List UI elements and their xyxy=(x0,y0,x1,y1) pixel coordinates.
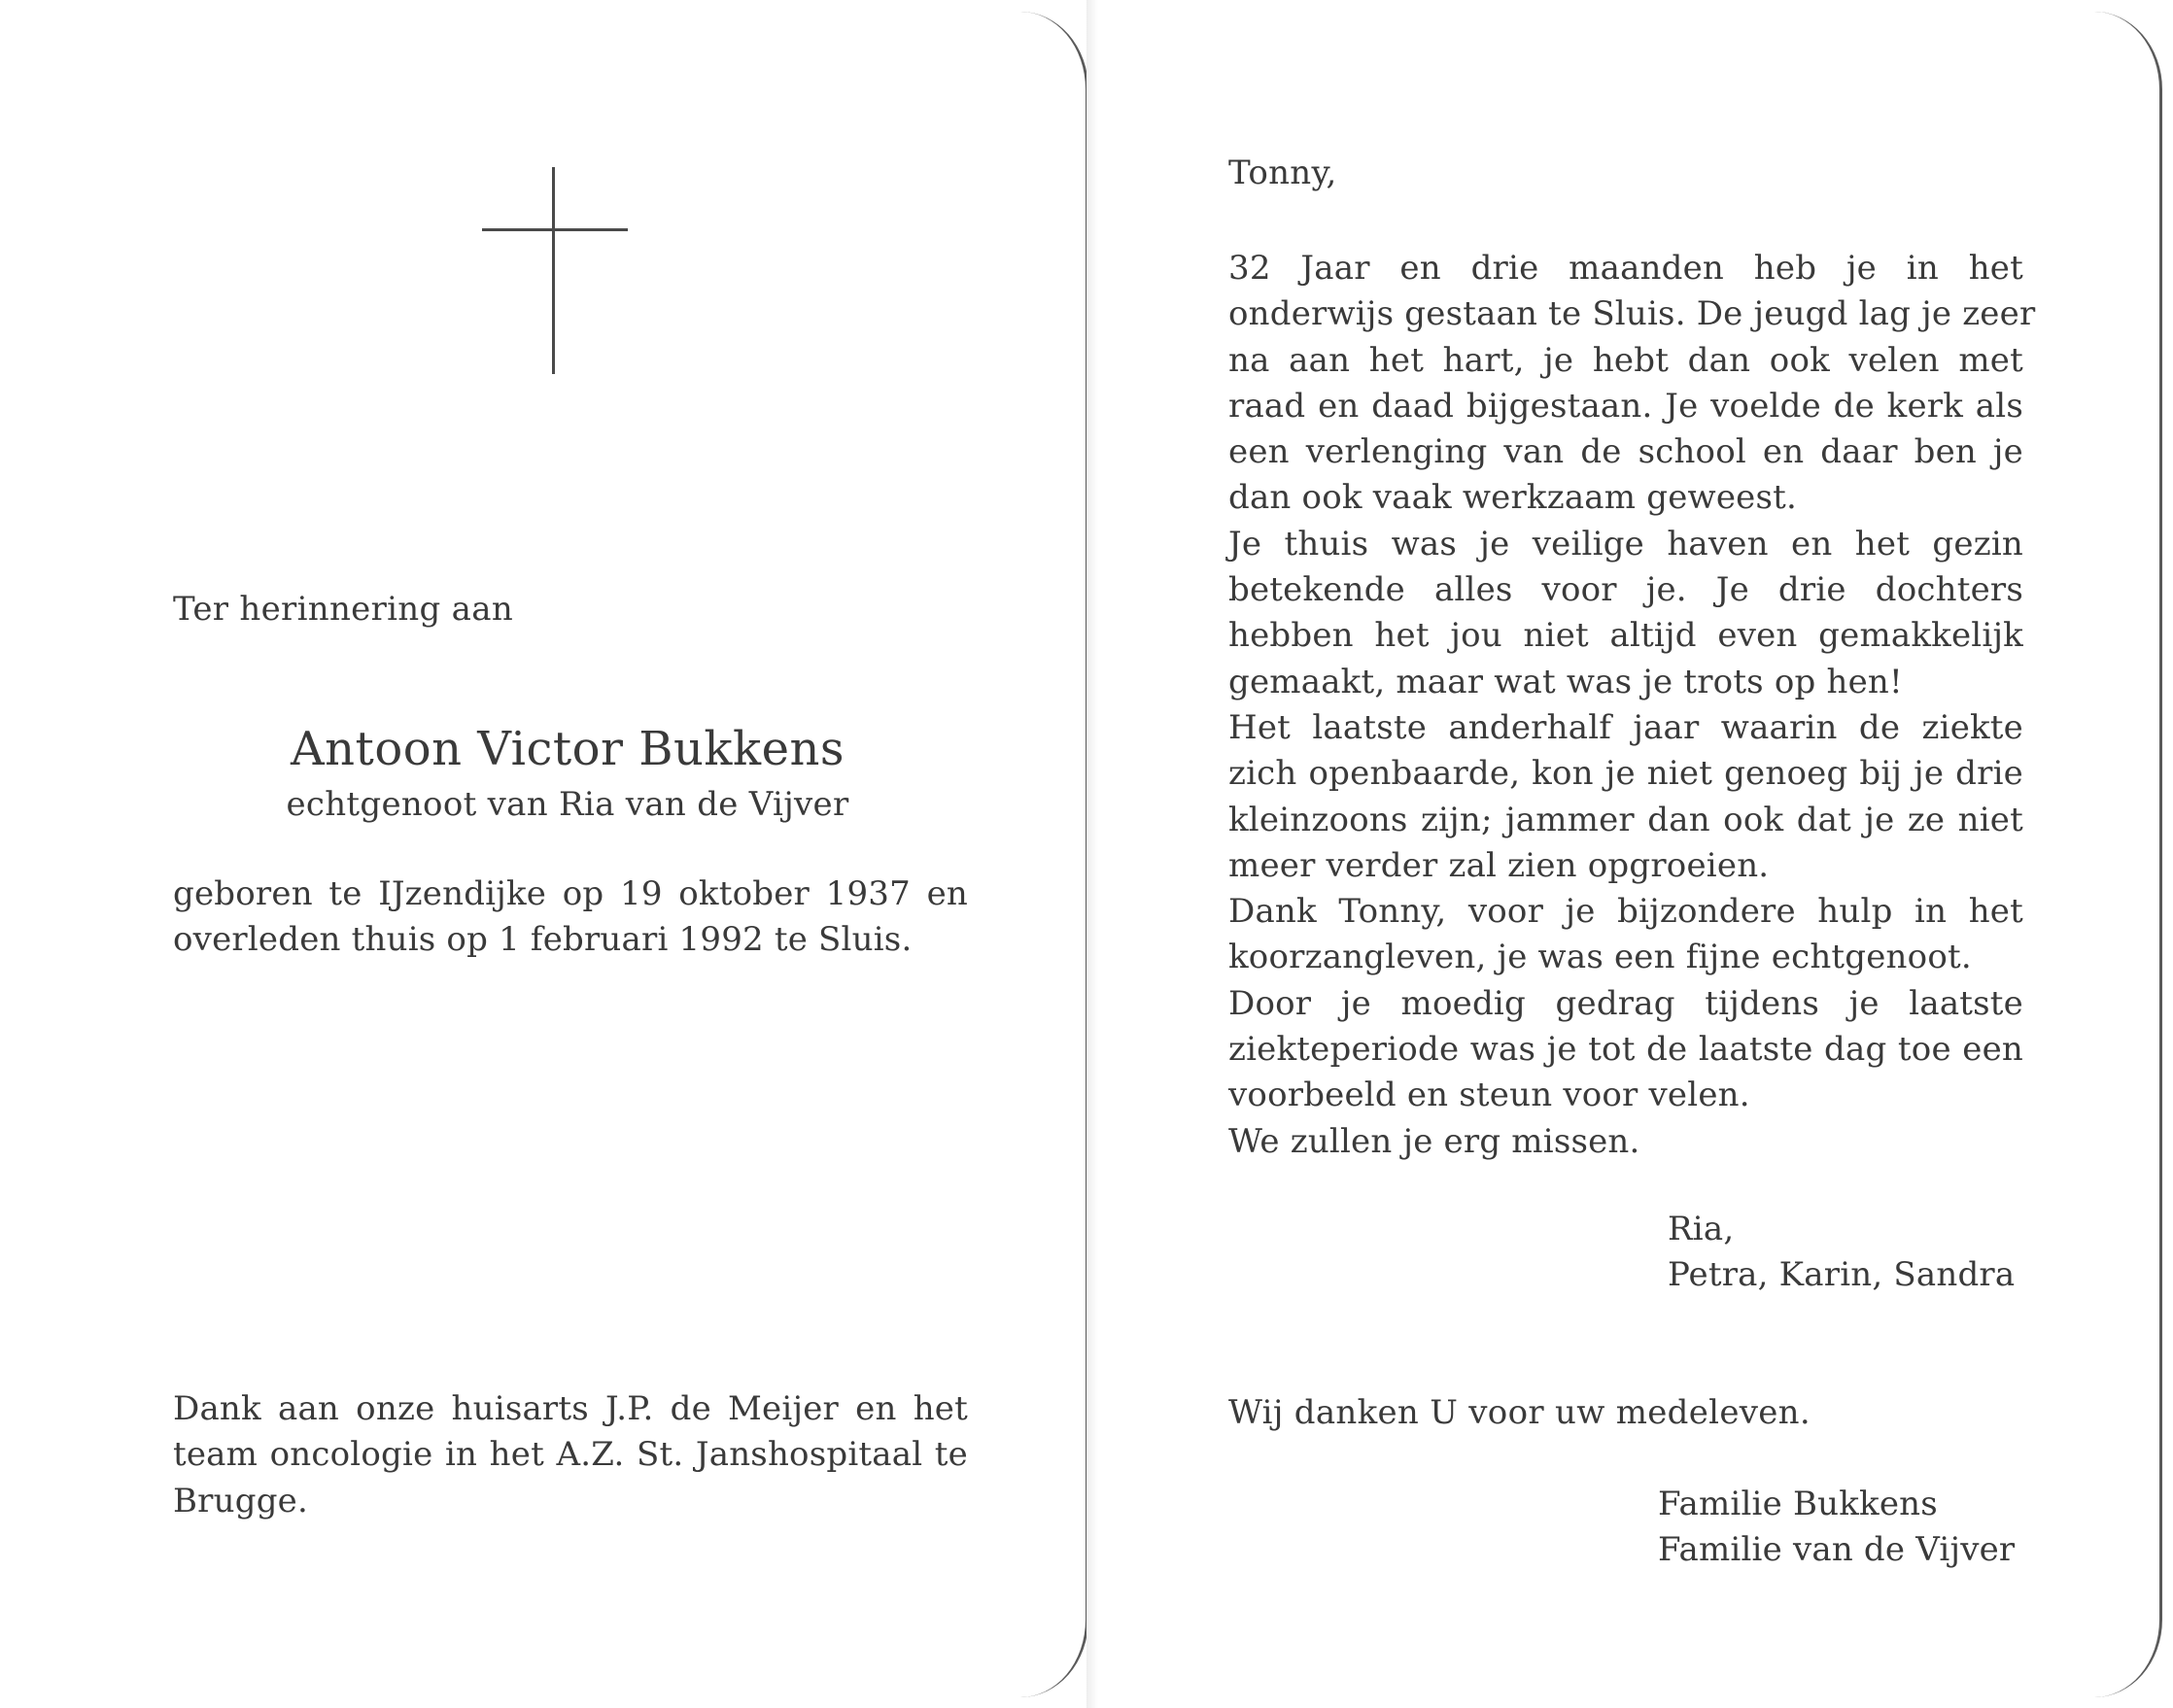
salutation: Tonny, xyxy=(1228,154,1337,192)
message-line: dan ook vaak werkzaam geweest. xyxy=(1228,478,1797,518)
message-line: kleinzoons zijn; jammer dan ook dat je ze niet xyxy=(1228,800,2023,839)
thanks-doctor xyxy=(173,1386,968,1524)
message-line: een verlenging van de school en daar ben je xyxy=(1228,432,2023,472)
family-line: Familie Bukkens xyxy=(1658,1485,1938,1523)
intro-text: Ter herinnering aan xyxy=(173,590,514,629)
thanks-line: Brugge. xyxy=(173,1481,308,1520)
birth-line: geboren te IJzendijke op 19 oktober 1937 en xyxy=(173,874,968,913)
life-dates xyxy=(173,871,968,964)
message-line: na aan het hart, je hebt dan ook velen met xyxy=(1228,340,2023,380)
message-line: voorbeeld en steun voor velen. xyxy=(1228,1076,1750,1115)
message-line: onderwijs gestaan te Sluis. De jeugd lag je zeer xyxy=(1228,294,2036,334)
message-line: 32 Jaar en drie maanden heb je in het xyxy=(1228,249,2023,288)
death-line: overleden thuis op 1 februari 1992 te Sluis. xyxy=(173,920,913,960)
sympathy-thanks: Wij danken U voor uw medeleven. xyxy=(1228,1393,1811,1432)
message-line: hebben het jou niet altijd even gemakkelijk xyxy=(1228,616,2023,656)
message-line: raad en daad bijgestaan. Je voelde de kerk als xyxy=(1228,386,2023,426)
message-line: meer verder zal zien opgroeien. xyxy=(1228,845,1770,885)
message-line: koorzangleven, je was een fijne echtgenoot. xyxy=(1228,938,1972,977)
message-line: Het laatste anderhalf jaar waarin de ziekte xyxy=(1228,707,2023,747)
message-body xyxy=(1228,246,2036,1165)
family-line: Familie van de Vijver xyxy=(1658,1530,2016,1570)
spouse-line: echtgenoot van Ria van de Vijver xyxy=(286,785,849,824)
message-line: Je thuis was je veilige haven en het gezin xyxy=(1228,524,2023,564)
signature-line: Ria, xyxy=(1668,1210,1735,1248)
signature xyxy=(1668,1207,2015,1299)
thanks-line: Dank aan onze huisarts J.P. de Meijer en het xyxy=(173,1389,968,1428)
cross-icon xyxy=(482,167,628,374)
message-line: We zullen je erg missen. xyxy=(1228,1121,1640,1161)
card-fold xyxy=(1086,0,1098,1708)
message-line: zich openbaarde, kon je niet genoeg bij je drie xyxy=(1228,754,2023,794)
message-line: gemaakt, maar wat was je trots op hen! xyxy=(1228,662,1903,701)
message-line: Door je moedig gedrag tijdens je laatste xyxy=(1228,983,2023,1023)
message-line: ziekteperiode was je tot de laatste dag toe een xyxy=(1228,1030,2023,1070)
message-line: Dank Tonny, voor je bijzondere hulp in het xyxy=(1228,892,2023,932)
family-signature xyxy=(1658,1482,2015,1574)
signature-line: Petra, Karin, Sandra xyxy=(1668,1255,2016,1295)
thanks-line: team oncologie in het A.Z. St. Janshospitaal te xyxy=(173,1435,968,1475)
deceased-name: Antoon Victor Bukkens xyxy=(290,722,845,776)
message-line: betekende alles voor je. Je drie dochters xyxy=(1228,570,2023,610)
